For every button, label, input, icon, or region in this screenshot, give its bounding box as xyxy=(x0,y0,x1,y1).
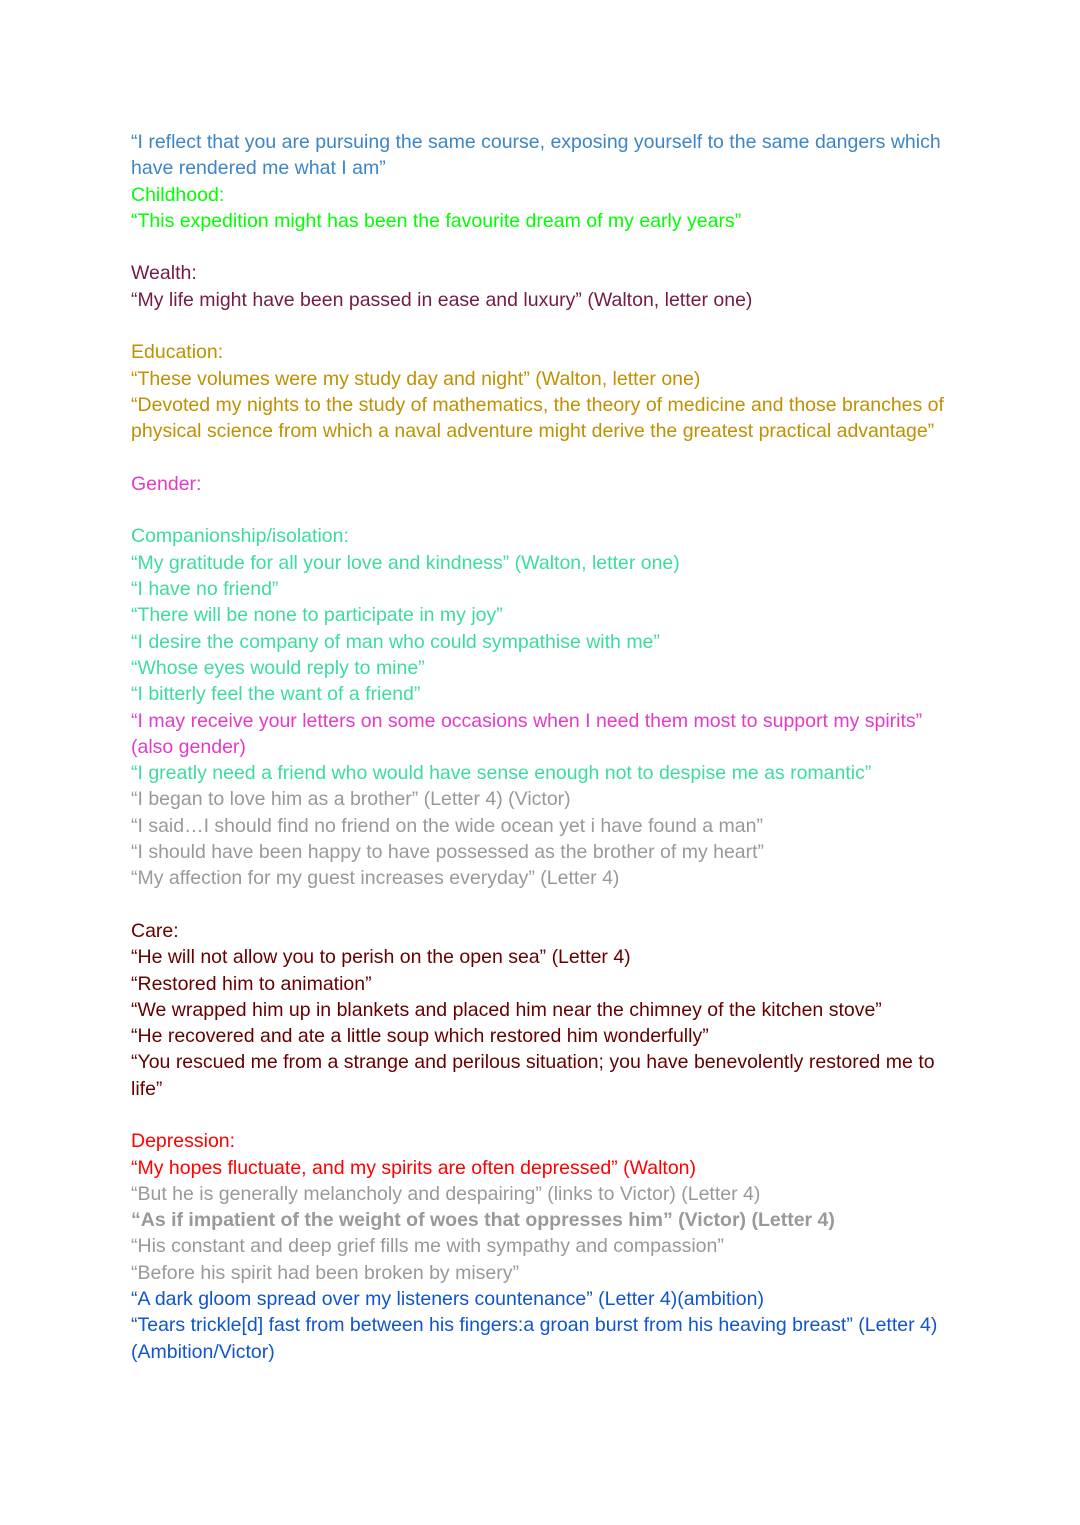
quote-line: “A dark gloom spread over my listeners countenance” (Letter 4)(ambition) xyxy=(131,1288,764,1311)
quote-line: “I began to love him as a brother” (Letter 4) (Victor) xyxy=(131,788,571,811)
quote-line: “You rescued me from a strange and perilous situation; you have benevolently restored me to life” xyxy=(131,1051,940,1100)
blank-line xyxy=(131,497,961,523)
quote-line: “Whose eyes would reply to mine” xyxy=(131,656,425,679)
quote-line: “There will be none to participate in my joy” xyxy=(131,604,503,627)
document-page xyxy=(131,129,961,1365)
quote-line: “Tears trickle[d] fast from between his fingers:a groan burst from his heaving breast” (Letter 4) (Ambition/Victor) xyxy=(131,1314,943,1363)
quote-line: “These volumes were my study day and night” (Walton, letter one) xyxy=(131,367,701,390)
blank-line xyxy=(131,234,961,260)
quote-line: “I said…I should find no friend on the wide ocean yet i have found a man” xyxy=(131,814,763,837)
quote-line: “He will not allow you to perish on the open sea” (Letter 4) xyxy=(131,946,631,969)
section-heading-depression: Depression: xyxy=(131,1130,236,1153)
quote-line: “I may receive your letters on some occasions when I need them most to support my spirits” (also gender) xyxy=(131,709,928,758)
quote-line: “My hopes fluctuate, and my spirits are often depressed” (Walton) xyxy=(131,1156,697,1179)
quote-line: “Devoted my nights to the study of mathematics, the theory of medicine and those branches of physical science from which a naval adventure might derive the greatest practical advantage” xyxy=(131,393,950,443)
blank-line xyxy=(131,892,961,918)
blank-line xyxy=(131,1102,961,1128)
section-heading-childhood: Childhood: xyxy=(131,183,225,206)
section-heading-companionship: Companionship/isolation: xyxy=(131,525,349,548)
quote-line: “This expedition might has been the favourite dream of my early years” xyxy=(131,209,742,232)
quote-line: “His constant and deep grief fills me with sympathy and compassion” xyxy=(131,1235,724,1258)
blank-line xyxy=(131,313,961,339)
quote-line: “Restored him to animation” xyxy=(131,972,372,995)
quote-line: “I greatly need a friend who would have sense enough not to despise me as romantic” xyxy=(131,762,872,785)
section-heading-gender: Gender: xyxy=(131,472,202,495)
quote-line: “He recovered and ate a little soup which restored him wonderfully” xyxy=(131,1025,709,1048)
quote-line: “I bitterly feel the want of a friend” xyxy=(131,683,421,706)
quote-line: “I reflect that you are pursuing the same course, exposing yourself to the same dangers which have rendered me what I am” xyxy=(131,131,947,180)
quote-line: “My gratitude for all your love and kindness” (Walton, letter one) xyxy=(131,551,680,574)
section-heading-wealth: Wealth: xyxy=(131,262,197,285)
quote-line: “I should have been happy to have possessed as the brother of my heart” xyxy=(131,841,765,864)
blank-line xyxy=(131,445,961,471)
quote-line: “My life might have been passed in ease and luxury” (Walton, letter one) xyxy=(131,288,753,311)
section-heading-education: Education: xyxy=(131,341,224,364)
quote-line: “Before his spirit had been broken by misery” xyxy=(131,1261,520,1284)
quote-line: “But he is generally melancholy and despairing” (links to Victor) (Letter 4) xyxy=(131,1182,761,1205)
quote-line: “I have no friend” xyxy=(131,578,279,601)
quote-line: “As if impatient of the weight of woes that oppresses him” (Victor) (Letter 4) xyxy=(131,1209,835,1232)
quote-line: “I desire the company of man who could sympathise with me” xyxy=(131,630,660,653)
section-heading-care: Care: xyxy=(131,919,179,942)
quote-line: “My affection for my guest increases everyday” (Letter 4) xyxy=(131,867,620,890)
quote-line: “We wrapped him up in blankets and placed him near the chimney of the kitchen stove” xyxy=(131,998,882,1021)
